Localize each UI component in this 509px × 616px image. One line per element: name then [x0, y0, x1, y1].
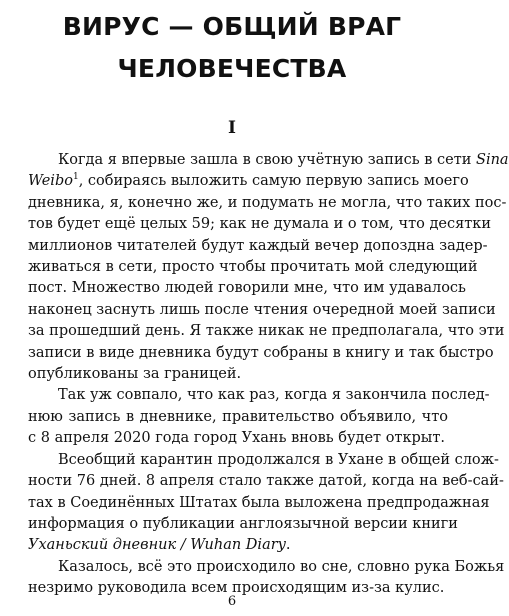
- text-line: с 8 апреля 2020 года город Ухань вновь будет открыт.: [28, 430, 445, 447]
- paragraph: [28, 150, 509, 385]
- body-text: [28, 150, 509, 600]
- text-line: наконец заснуть лишь после чтения очередной моей записи: [28, 301, 496, 318]
- italic-text: Уханьский дневник / Wuhan Diary: [28, 537, 286, 554]
- text-line: дневника, я, конечно же, и подумать не могла, что таких пос-: [28, 194, 507, 211]
- page-number: 6: [227, 594, 237, 609]
- text-line: Уханьский дневник / Wuhan Diary.: [28, 537, 291, 554]
- footnote-marker[interactable]: 1: [72, 172, 79, 183]
- chapter-title-line-1: ВИРУС — ОБЩИЙ ВРАГ: [62, 12, 402, 41]
- text-line: нюю запись в дневнике, правительство объявило, что: [28, 408, 448, 425]
- text-line: Так уж совпало, что как раз, когда я закончила послед-: [58, 387, 490, 404]
- text-line: Когда я впервые зашла в свою учётную запись в сети Sina: [58, 152, 509, 168]
- italic-text: Sina: [476, 152, 509, 168]
- text-line: пост. Множество людей говорили мне, что им удавалось: [28, 280, 466, 297]
- italic-text: Weibo: [28, 173, 73, 190]
- text-line: тах в Соединённых Штатах была выложена предпродажная: [28, 494, 490, 511]
- chapter-title: [0, 6, 464, 90]
- text-line: тов будет ещё целых 59; как не думала и о том, что десятки: [28, 216, 491, 233]
- text-line: незримо руководила всем происходящим из-за кулис.: [28, 580, 445, 597]
- text-line: опубликованы за границей.: [28, 366, 242, 383]
- text-line: Казалось, всё это происходило во сне, словно рука Божья: [58, 558, 505, 575]
- text-line: информация о публикации англоязычной версии книги: [28, 515, 458, 532]
- chapter-title-line-2: ЧЕЛОВЕЧЕСТВА: [117, 54, 347, 83]
- section-number: I: [228, 118, 236, 138]
- paragraph: [28, 385, 490, 449]
- text-line: миллионов читателей будут каждый вечер допоздна задер-: [28, 237, 488, 254]
- text-line: живаться в сети, просто чтобы прочитать мой следующий: [28, 259, 478, 276]
- text-line: Всеобщий карантин продолжался в Ухане в общей слож-: [58, 451, 499, 468]
- text-line: ности 76 дней. 8 апреля стало также датой, когда на веб-сай-: [28, 473, 504, 490]
- text-line: за прошедший день. Я также никак не предполагала, что эти: [28, 323, 505, 340]
- paragraph: [28, 450, 504, 557]
- text-line: записи в виде дневника будут собраны в книгу и так быстро: [28, 344, 494, 361]
- text-line: Weibo$^1$, собираясь выложить самую первую запись моего: [28, 172, 469, 190]
